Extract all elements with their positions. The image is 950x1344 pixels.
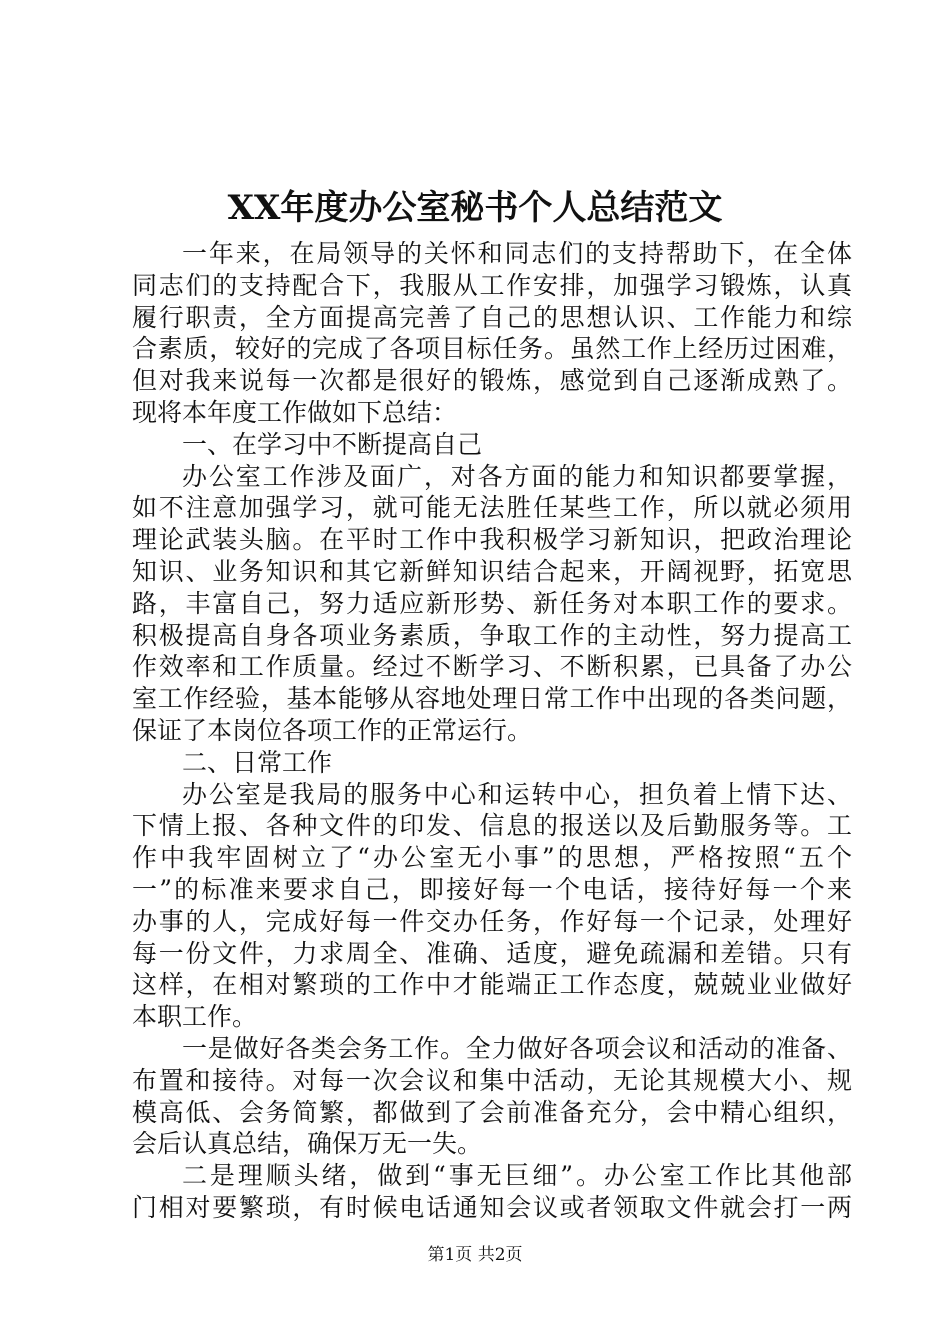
body-text-line: 作效率和工作质量。经过不断学习、不断积累，已具备了办公 xyxy=(132,652,852,682)
body-text-line: 作中我牢固树立了“办公室无小事”的思想，严格按照“五个 xyxy=(132,843,852,873)
body-text-line: 履行职责，全方面提高完善了自己的思想认识、工作能力和综 xyxy=(132,302,852,332)
body-text-line: 一是做好各类会务工作。全力做好各项会议和活动的准备、 xyxy=(182,1033,852,1063)
body-text-line: 如不注意加强学习，就可能无法胜任某些工作，所以就必须用 xyxy=(132,493,852,523)
body-text-line: 保证了本岗位各项工作的正常运行。 xyxy=(132,715,533,745)
body-text-line: 门相对要繁琐，有时候电话通知会议或者领取文件就会打一两 xyxy=(132,1192,852,1222)
body-text-line: 合素质，较好的完成了各项目标任务。虽然工作上经历过困难， xyxy=(132,334,852,364)
body-text-line: 一年来，在局领导的关怀和同志们的支持帮助下，在全体 xyxy=(182,239,852,268)
body-text-line: 布置和接待。对每一次会议和集中活动，无论其规模大小、规 xyxy=(132,1065,852,1095)
section-heading: 二、日常工作 xyxy=(182,747,333,777)
page-footer: 第1页 共2页 xyxy=(427,1245,523,1265)
body-text-line: 下情上报、各种文件的印发、信息的报送以及后勤服务等。工 xyxy=(132,811,852,841)
body-text-line: 办公室是我局的服务中心和运转中心，担负着上情下达、 xyxy=(182,779,852,809)
body-text-line: 办公室工作涉及面广，对各方面的能力和知识都要掌握， xyxy=(182,461,852,491)
body-text-line: 室工作经验，基本能够从容地处理日常工作中出现的各类问题， xyxy=(132,684,852,714)
body-text-line: 但对我来说每一次都是很好的锻炼，感觉到自己逐渐成熟了。 xyxy=(132,366,852,396)
document-body xyxy=(132,238,852,1224)
body-text-line: 这样，在相对繁琐的工作中才能端正工作态度，兢兢业业做好 xyxy=(132,970,852,1000)
section-heading: 一、在学习中不断提高自己 xyxy=(182,429,483,459)
body-text-line: 现将本年度工作做如下总结： xyxy=(132,397,458,427)
body-text-line: 理论武装头脑。在平时工作中我积极学习新知识，把政治理论 xyxy=(132,525,852,555)
body-text-line: 会后认真总结，确保万无一失。 xyxy=(132,1129,483,1159)
body-text-line: 路，丰富自己，努力适应新形势、新任务对本职工作的要求。 xyxy=(132,588,852,618)
body-text-line: 办事的人，完成好每一件交办任务，作好每一个记录，处理好 xyxy=(132,906,852,936)
body-text-line: 本职工作。 xyxy=(132,1002,258,1032)
body-text-line: 二是理顺头绪，做到“事无巨细”。办公室工作比其他部 xyxy=(182,1161,852,1191)
body-text-line: 每一份文件，力求周全、准确、适度，避免疏漏和差错。只有 xyxy=(132,938,852,968)
body-text-line: 一”的标准来要求自己，即接好每一个电话，接待好每一个来 xyxy=(132,874,852,904)
body-text-line: 积极提高自身各项业务素质，争取工作的主动性，努力提高工 xyxy=(132,620,852,650)
body-text-line: 模高低、会务简繁，都做到了会前准备充分，会中精心组织， xyxy=(132,1097,852,1127)
document-title: XX年度办公室秘书个人总结范文 xyxy=(227,188,723,228)
body-text-line: 知识、业务知识和其它新鲜知识结合起来，开阔视野，拓宽思 xyxy=(132,556,852,586)
body-text-line: 同志们的支持配合下，我服从工作安排，加强学习锻炼，认真 xyxy=(132,270,852,300)
